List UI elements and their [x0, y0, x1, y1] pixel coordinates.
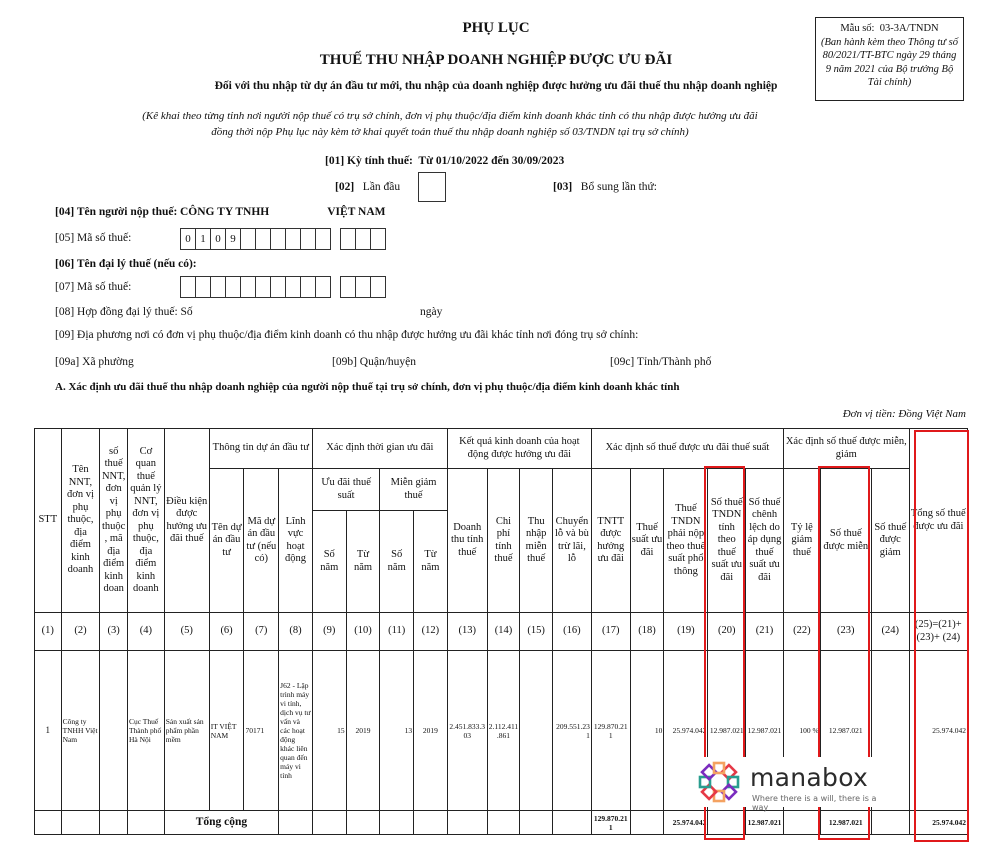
tax-code-digit[interactable]: [285, 228, 301, 250]
header-expense: Chi phí tính thuế: [487, 469, 520, 613]
header-rate-years: Số năm: [312, 511, 346, 613]
row-tax-authority: Cục Thuế Thành phố Hà Nội: [127, 651, 164, 811]
header-rate-incentive: Xác định số thuế được ưu đãi thuế suất: [591, 429, 783, 469]
agent-contract-label: [08] Hợp đồng đại lý thuế: Số: [55, 306, 193, 318]
tax-code-input[interactable]: [180, 228, 385, 250]
agent-code-digit[interactable]: [340, 276, 356, 298]
column-number: (25)=(21)+ (23)+ (24): [909, 613, 967, 651]
header-tax-code: số thuế NNT, đơn vị phụ thuộc, mã địa điểm kinh doan: [100, 429, 128, 613]
row-taxable-income: 129.870.211: [591, 651, 630, 811]
agent-code-digit[interactable]: [240, 276, 256, 298]
first-time: [335, 181, 400, 193]
header-conditions: Điều kiện được hưởng ưu đãi thuế: [164, 429, 209, 613]
tax-code-digit[interactable]: [355, 228, 371, 250]
agent-code-digit[interactable]: [315, 276, 331, 298]
total-standard-tax: 25.974.042: [664, 811, 708, 835]
agent-code-digit[interactable]: [270, 276, 286, 298]
tax-code-digit[interactable]: 1: [195, 228, 211, 250]
column-number: (24): [871, 613, 909, 651]
row-exempt-income: [520, 651, 553, 811]
header-business-result: Kết quả kinh doanh của hoạt động được hưởng ưu đãi: [447, 429, 591, 469]
agent-label: [06] Tên đại lý thuế (nếu có):: [55, 258, 197, 270]
agent-code-label: [07] Mã số thuế:: [55, 281, 132, 293]
column-number: (15): [520, 613, 553, 651]
agent-code-digit[interactable]: [195, 276, 211, 298]
manabox-watermark: [694, 757, 890, 812]
taxpayer-name-start: CÔNG TY TNHH: [180, 206, 270, 218]
header-reduction-rate: Tỷ lệ giảm thuế: [783, 469, 820, 613]
agent-code-digit[interactable]: [300, 276, 316, 298]
header-field: Lĩnh vực hoạt động: [279, 469, 313, 613]
first-time-text: Lần đầu: [362, 181, 401, 193]
header-taxpayer-name: Tên NNT, đơn vị phụ thuộc, địa điểm kinh doanh: [61, 429, 100, 613]
header-exempt-years: Số năm: [380, 511, 414, 613]
header-preferential-rate: Thuế suất ưu đãi: [630, 469, 664, 613]
agent-code-input[interactable]: [180, 276, 385, 298]
row-reduction-rate: 100 %: [783, 651, 820, 811]
column-number: (12): [414, 613, 448, 651]
form-code-label: Mẫu số:: [840, 23, 875, 34]
column-number: (16): [553, 613, 592, 651]
total-label: Tổng cộng: [164, 811, 278, 835]
header-taxable-income: TNTT được hưởng ưu đãi: [591, 469, 630, 613]
column-number: (22): [783, 613, 820, 651]
agent-code-digit[interactable]: [210, 276, 226, 298]
currency-unit: Đơn vị tiền: Đồng Việt Nam: [842, 408, 966, 420]
tax-code-digit[interactable]: [340, 228, 356, 250]
agent-code-digit[interactable]: [355, 276, 371, 298]
total-taxable-income: 129.870.211: [591, 811, 630, 835]
tax-code-digit[interactable]: [370, 228, 386, 250]
header-exempted-tax: Số thuế được miễn: [820, 469, 871, 613]
column-number: (7): [244, 613, 279, 651]
header-tax-authority: Cơ quan thuế quản lý NNT, đơn vị phụ thuộc, địa điểm kinh doanh: [127, 429, 164, 613]
row-preferential-tax: 12.987.021: [708, 651, 746, 811]
tax-code-digit[interactable]: 9: [225, 228, 241, 250]
supplement: [553, 181, 657, 193]
form-code: 03-3A/TNDN: [879, 23, 939, 34]
column-number: (3): [100, 613, 128, 651]
row-conditions: Sản xuất sản phẩm phần mềm: [164, 651, 209, 811]
row-taxpayer-name: Công ty TNHH Việt Nam: [61, 651, 100, 811]
page-subtitle: THUẾ THU NHẬP DOANH NGHIỆP ĐƯỢC ƯU ĐÃI: [319, 52, 673, 68]
header-rate-preference: Ưu đãi thuế suất: [312, 469, 379, 511]
row-project-code: 70171: [244, 651, 279, 811]
tax-code-digit[interactable]: [255, 228, 271, 250]
page-subtitle-2: Đối với thu nhập từ dự án đầu tư mới, thu nhập của doanh nghiệp được hưởng ưu đãi thuế thu nhập doanh nghiệp: [214, 80, 778, 92]
header-preferential-tax: Số thuế TNDN tính theo thuế suất ưu đãi: [708, 469, 746, 613]
row-tax-difference: 12.987.021: [746, 651, 784, 811]
row-loss-transfer: 209.551.231: [553, 651, 592, 811]
agent-code-digit[interactable]: [255, 276, 271, 298]
locations-label: [09] Địa phương nơi có đơn vị phụ thuộc/địa điểm kinh doanh có thu nhập được hưởng ưu đãi khác tỉnh nơi đóng trụ sở chính:: [55, 329, 639, 341]
row-stt: 1: [35, 651, 62, 811]
row-revenue: 2.451.833.303: [447, 651, 487, 811]
column-number: (2): [61, 613, 100, 651]
header-exempt-income: Thu nhập miễn thuế: [520, 469, 553, 613]
column-number: (23): [820, 613, 871, 651]
row-preferential-rate: 10: [630, 651, 664, 811]
row-exempt-years: 13: [380, 651, 414, 811]
agent-code-digit[interactable]: [225, 276, 241, 298]
first-time-label: [02]: [335, 181, 355, 193]
header-project-code: Mã dự án đầu tư (nếu có): [244, 469, 279, 613]
header-project-info: Thông tin dự án đầu tư: [209, 429, 312, 469]
column-number: (6): [209, 613, 244, 651]
row-field: J62 - Lập trình máy vi tính, dịch vụ tư vấn và các hoạt động khác liên quan đến máy vi tính: [279, 651, 313, 811]
column-number: (10): [346, 613, 380, 651]
manabox-logo-icon: [694, 757, 746, 807]
tax-code-digit[interactable]: [315, 228, 331, 250]
column-number: (11): [380, 613, 414, 651]
column-number: (1): [35, 613, 62, 651]
column-number: (21): [746, 613, 784, 651]
agent-code-digit[interactable]: [370, 276, 386, 298]
tax-period: [325, 155, 564, 167]
column-number: (4): [127, 613, 164, 651]
row-expense: 2.112.411.861: [487, 651, 520, 811]
form-code-issued: (Ban hành kèm theo Thông tư số 80/2021/TT-BTC ngày 29 tháng 9 năm 2021 của Bộ trưởng Bộ Tài chính): [821, 36, 958, 88]
row-standard-tax: 25.974.042: [664, 651, 708, 811]
agent-contract-date: ngày: [420, 306, 443, 318]
header-stt: STT: [35, 429, 62, 613]
header-total-incentive: Tổng số thuế được ưu đãi: [909, 429, 967, 613]
province-label: [09c] Tỉnh/Thành phố: [610, 356, 712, 368]
header-revenue: Doanh thu tính thuế: [447, 469, 487, 613]
ward-label: [09a] Xã phường: [55, 356, 134, 368]
column-number: (19): [664, 613, 708, 651]
row-tax-code: [100, 651, 128, 811]
column-number: (13): [447, 613, 487, 651]
tax-code-label: [05] Mã số thuế:: [55, 232, 132, 244]
header-exempt-from-year: Từ năm: [414, 511, 448, 613]
section-a-title: A. Xác định ưu đãi thuế thu nhập doanh nghiệp của người nộp thuế tại trụ sở chính, đơn vị phụ thuộc/địa điểm kinh doanh khác tỉnh: [55, 381, 680, 393]
page-title: PHỤ LỤC: [462, 20, 530, 36]
district-label: [09b] Quận/huyện: [332, 356, 416, 368]
header-standard-tax: Thuế TNDN phải nộp theo thuế suất phổ thông: [664, 469, 708, 613]
supplement-text: Bổ sung lần thứ:: [580, 181, 657, 193]
column-number: (14): [487, 613, 520, 651]
column-number: (8): [279, 613, 313, 651]
taxpayer-name-end: VIỆT NAM: [327, 206, 386, 218]
column-number: (18): [630, 613, 664, 651]
header-tax-difference: Số thuế chênh lệch do áp dụng thuế suất ưu đãi: [746, 469, 784, 613]
tax-period-label: [01] Kỳ tính thuế:: [325, 155, 413, 167]
manabox-tagline: Where there is a will, there is a way: [752, 794, 877, 812]
first-time-checkbox[interactable]: [418, 172, 446, 202]
taxpayer-label: [04] Tên người nộp thuế:: [55, 206, 178, 218]
tax-code-digit[interactable]: 0: [210, 228, 226, 250]
tax-code-digit[interactable]: [270, 228, 286, 250]
taxpayer-name: [180, 206, 386, 218]
row-rate-years: 15: [312, 651, 346, 811]
tax-code-digit[interactable]: 0: [180, 228, 196, 250]
form-code-box: [815, 17, 964, 101]
header-loss-transfer: Chuyển lỗ và bù trừ lãi, lỗ: [553, 469, 592, 613]
row-total-incentive: 25.974.042: [909, 651, 967, 811]
row-exempted-tax: 12.987.021: [820, 651, 871, 811]
tax-period-value: Từ 01/10/2022 đến 30/09/2023: [418, 155, 565, 167]
header-reduced-tax: Số thuế được giảm: [871, 469, 909, 613]
tax-code-digit[interactable]: [240, 228, 256, 250]
total-total-incentive: 25.974.042: [909, 811, 967, 835]
header-incentive-time: Xác định thời gian ưu đãi: [312, 429, 447, 469]
tax-code-digit[interactable]: [300, 228, 316, 250]
column-number: (5): [164, 613, 209, 651]
row-exempt-from-year: 2019: [414, 651, 448, 811]
instruction-note: (Kê khai theo từng tỉnh nơi người nộp thuế có trụ sở chính, đơn vị phụ thuộc/địa điểm kinh doanh khác tỉnh có thu nhập được hưởng ưu đãi đồng thời nộp Phụ lục này kèm tờ khai quyết toán thuế thu nhập doanh nghiệp số 03/TNDN tại trụ sở chính): [142, 110, 758, 138]
row-rate-from-year: 2019: [346, 651, 380, 811]
header-rate-from-year: Từ năm: [346, 511, 380, 613]
total-tax-difference: 12.987.021: [746, 811, 784, 835]
column-number: (20): [708, 613, 746, 651]
header-project-name: Tên dự án đầu tư: [209, 469, 244, 613]
column-number: (17): [591, 613, 630, 651]
agent-code-digit[interactable]: [180, 276, 196, 298]
header-exemption: Xác định số thuế được miễn, giảm: [783, 429, 909, 469]
manabox-brand: manabox: [750, 763, 869, 792]
supplement-label: [03]: [553, 181, 573, 193]
column-number: (9): [312, 613, 346, 651]
row-project-name: IT VIỆT NAM: [209, 651, 244, 811]
agent-code-digit[interactable]: [285, 276, 301, 298]
total-exempted-tax: 12.987.021: [820, 811, 871, 835]
header-exempt-reduce: Miễn giảm thuế: [380, 469, 447, 511]
